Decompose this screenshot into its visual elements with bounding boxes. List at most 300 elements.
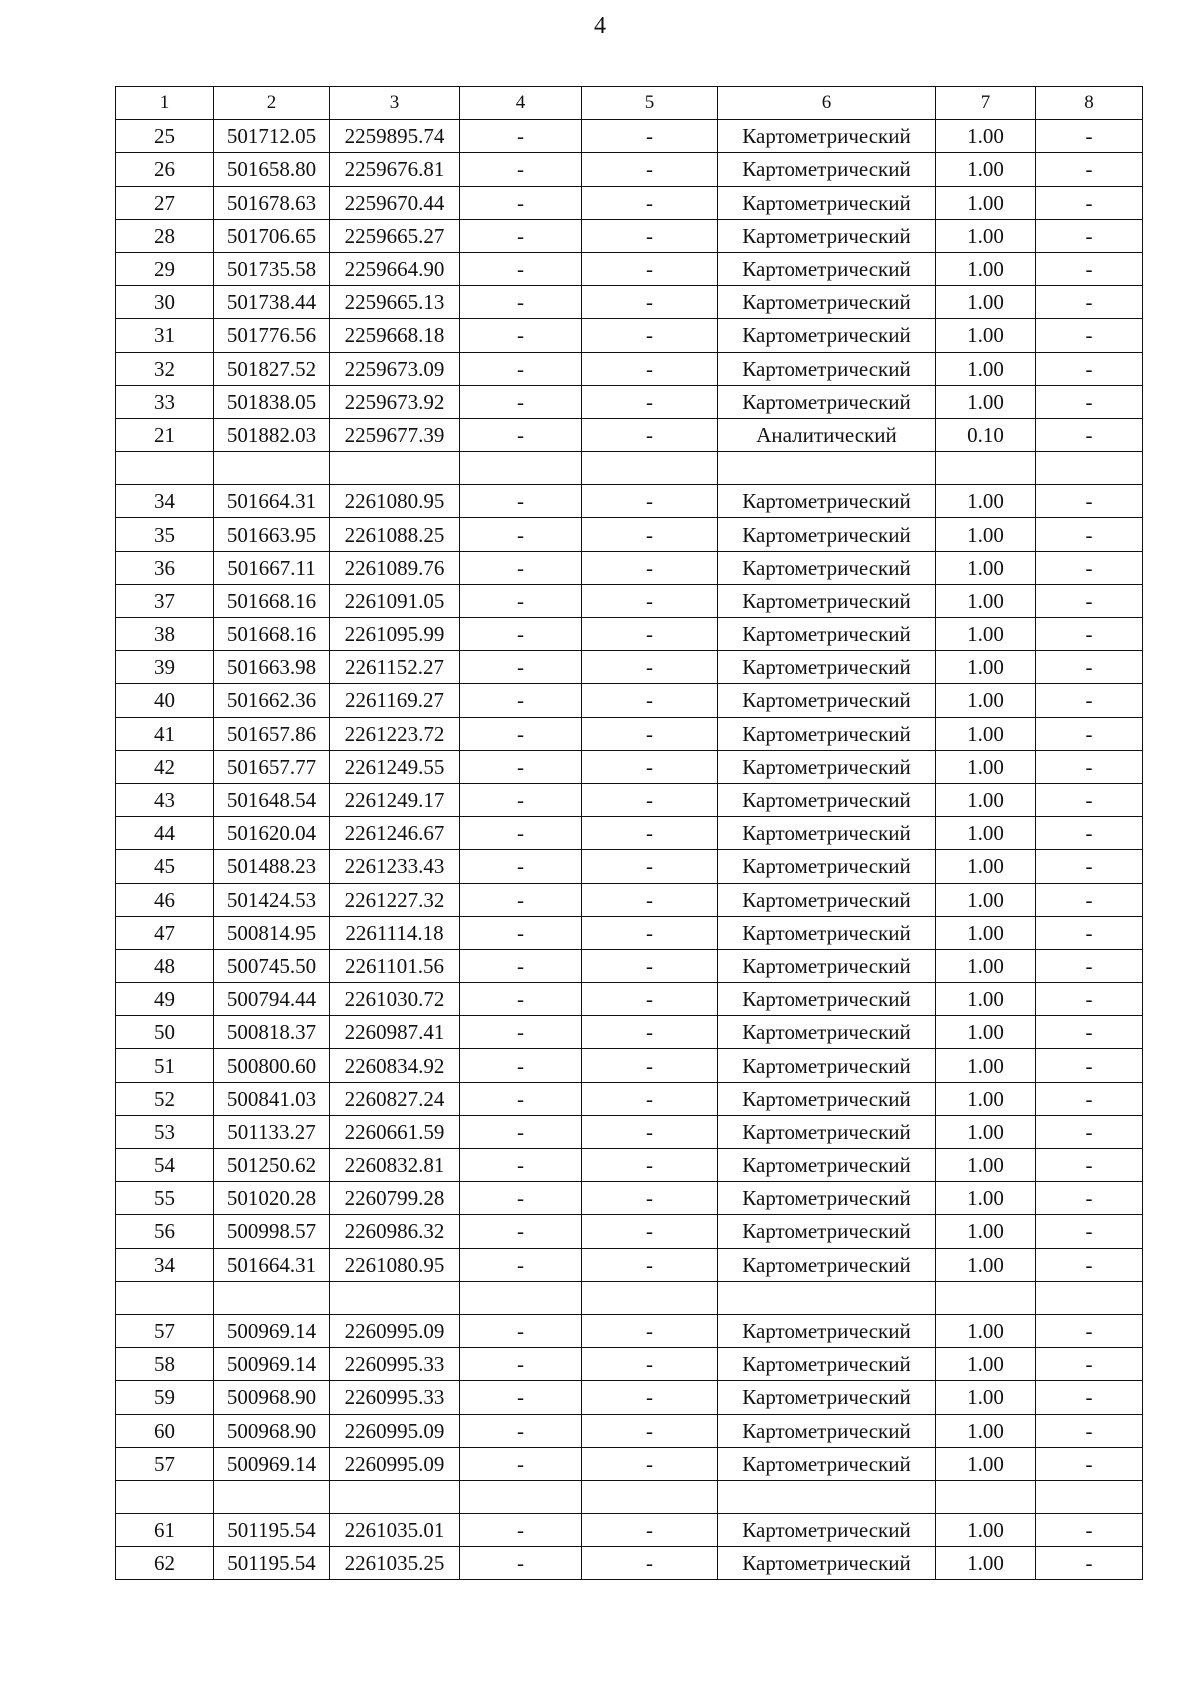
table-cell: 1.00 [936,252,1036,285]
table-row [116,983,1143,1016]
table-cell: - [460,319,582,352]
table-cell: - [582,319,718,352]
table-cell: - [582,1115,718,1148]
table-cell: 1.00 [936,883,1036,916]
table-row-separator [116,452,1143,485]
table-cell: 62 [116,1547,214,1580]
table-cell: 31 [116,319,214,352]
table-cell [214,1281,330,1314]
column-header: 6 [718,87,936,120]
table-cell: Картометрический [718,252,936,285]
table-cell: Картометрический [718,1547,936,1580]
table-cell: 1.00 [936,286,1036,319]
table-cell: - [582,551,718,584]
table-cell: 1.00 [936,319,1036,352]
table-row [116,684,1143,717]
table-cell: 1.00 [936,783,1036,816]
table-cell: - [460,418,582,451]
table-cell: - [582,817,718,850]
table-cell: - [460,485,582,518]
table-cell: 1.00 [936,485,1036,518]
table-cell: - [582,518,718,551]
table-cell: 48 [116,949,214,982]
table-cell: 1.00 [936,1049,1036,1082]
table-cell: 55 [116,1182,214,1215]
table-cell: 501424.53 [214,883,330,916]
table-cell: 2260827.24 [330,1082,460,1115]
table-row [116,153,1143,186]
page-number: 4 [594,13,606,39]
table-cell: - [460,1547,582,1580]
table-cell: 2260661.59 [330,1115,460,1148]
table-cell: - [460,252,582,285]
table-cell: - [460,1248,582,1281]
table-row [116,418,1143,451]
table-cell: 33 [116,385,214,418]
table-row [116,551,1143,584]
table-cell: - [582,385,718,418]
table-cell: 1.00 [936,584,1036,617]
table-cell: 2261233.43 [330,850,460,883]
table-cell: 58 [116,1348,214,1381]
table-cell: 1.00 [936,651,1036,684]
table-cell: 2261169.27 [330,684,460,717]
table-cell: 500968.90 [214,1381,330,1414]
table-row [116,1115,1143,1148]
table-cell: 1.00 [936,817,1036,850]
table-cell: - [582,1447,718,1480]
table-cell: - [460,551,582,584]
table-cell: 2261114.18 [330,916,460,949]
table-cell: 40 [116,684,214,717]
table-cell: 32 [116,352,214,385]
table-cell: - [582,1082,718,1115]
table-row [116,717,1143,750]
table-cell: 2261101.56 [330,949,460,982]
table-cell: 501827.52 [214,352,330,385]
table-cell: 52 [116,1082,214,1115]
table-cell: - [582,1248,718,1281]
table-row [116,916,1143,949]
table-cell: - [460,219,582,252]
table-cell: 501195.54 [214,1547,330,1580]
table-row [116,1314,1143,1347]
table-cell: - [460,1182,582,1215]
table-cell: 2259668.18 [330,319,460,352]
table-cell: - [582,783,718,816]
table-cell: Картометрический [718,153,936,186]
table-row [116,783,1143,816]
table-cell: Картометрический [718,1348,936,1381]
table-cell: Картометрический [718,1248,936,1281]
table-cell: - [1036,883,1143,916]
table-cell: - [460,949,582,982]
table-cell: 501662.36 [214,684,330,717]
table-cell: 42 [116,750,214,783]
table-cell: - [460,518,582,551]
table-cell: 501657.86 [214,717,330,750]
table-cell: - [582,485,718,518]
table-cell: Картометрический [718,949,936,982]
table-cell: 501668.16 [214,584,330,617]
table-cell: 500841.03 [214,1082,330,1115]
table-cell: - [460,750,582,783]
table-row [116,219,1143,252]
table-cell: Картометрический [718,219,936,252]
table-cell: - [582,1149,718,1182]
table-row [116,286,1143,319]
table-row [116,584,1143,617]
table-cell: - [1036,1348,1143,1381]
table-cell: - [1036,1182,1143,1215]
table-cell [1036,452,1143,485]
table-cell: Картометрический [718,485,936,518]
table-cell: - [1036,949,1143,982]
table-cell [718,452,936,485]
table-cell: - [1036,153,1143,186]
table-cell: Картометрический [718,1215,936,1248]
table-cell: - [460,983,582,1016]
table-cell: Картометрический [718,1049,936,1082]
table-cell: - [1036,518,1143,551]
table-cell: 2260995.09 [330,1314,460,1347]
table-cell: - [582,1314,718,1347]
table-cell: 59 [116,1381,214,1414]
table-cell: 501667.11 [214,551,330,584]
table-cell: Картометрический [718,916,936,949]
table-cell: Картометрический [718,1381,936,1414]
table-cell: - [582,352,718,385]
table-cell: - [460,618,582,651]
table-body [116,120,1143,1580]
table-row [116,518,1143,551]
table-cell: 29 [116,252,214,285]
table-cell: Картометрический [718,319,936,352]
table-cell [582,1281,718,1314]
table-row [116,352,1143,385]
table-cell: 30 [116,286,214,319]
column-header: 2 [214,87,330,120]
table-cell: 56 [116,1215,214,1248]
table-cell: - [1036,385,1143,418]
table-cell: 1.00 [936,385,1036,418]
table-cell: - [582,1215,718,1248]
table-cell: Картометрический [718,120,936,153]
table-cell: - [582,983,718,1016]
table-cell: Картометрический [718,651,936,684]
table-cell: - [1036,485,1143,518]
table-cell: Картометрический [718,1414,936,1447]
table-cell: 2260986.32 [330,1215,460,1248]
table-cell: 501668.16 [214,618,330,651]
table-row [116,252,1143,285]
table-cell [214,1480,330,1513]
table-row [116,485,1143,518]
column-header: 1 [116,87,214,120]
table-cell [330,1281,460,1314]
table-cell: - [460,1381,582,1414]
table-cell: 28 [116,219,214,252]
table-cell: Картометрический [718,584,936,617]
table-cell: - [1036,1447,1143,1480]
table-cell: - [582,286,718,319]
table-cell: - [460,1514,582,1547]
table-cell: 2259664.90 [330,252,460,285]
table-cell: - [582,684,718,717]
table-cell: Картометрический [718,1016,936,1049]
table-cell: - [1036,1082,1143,1115]
table-cell: - [1036,1149,1143,1182]
table-cell: - [460,352,582,385]
table-cell: Картометрический [718,1182,936,1215]
table-cell: 1.00 [936,983,1036,1016]
table-cell: - [460,286,582,319]
table-cell: - [460,1314,582,1347]
table-cell: Картометрический [718,783,936,816]
table-cell: 500969.14 [214,1314,330,1347]
table-cell [1036,1281,1143,1314]
table-cell: - [1036,684,1143,717]
table-cell: 2260995.09 [330,1414,460,1447]
table-row [116,1016,1143,1049]
table-cell: 25 [116,120,214,153]
table-row [116,651,1143,684]
table-cell: 2259676.81 [330,153,460,186]
table-cell: - [1036,418,1143,451]
table-cell: 501738.44 [214,286,330,319]
table-cell: Картометрический [718,286,936,319]
table-cell: Картометрический [718,1149,936,1182]
table-cell: 2259895.74 [330,120,460,153]
table-cell: 1.00 [936,1082,1036,1115]
table-cell: - [1036,817,1143,850]
table-cell: 0.10 [936,418,1036,451]
table-row [116,1547,1143,1580]
table-cell: 21 [116,418,214,451]
table-cell: 500794.44 [214,983,330,1016]
table-row [116,1082,1143,1115]
column-header: 8 [1036,87,1143,120]
table-cell: - [582,252,718,285]
table-cell: - [582,1514,718,1547]
table-cell: 1.00 [936,1348,1036,1381]
table-row [116,817,1143,850]
table-cell: 1.00 [936,684,1036,717]
table-cell: 60 [116,1414,214,1447]
table-cell: - [1036,1115,1143,1148]
table-cell: 61 [116,1514,214,1547]
table-cell: 2260995.09 [330,1447,460,1480]
table-cell [116,1480,214,1513]
table-cell: 501882.03 [214,418,330,451]
table-cell: 1.00 [936,1414,1036,1447]
table-cell: 500969.14 [214,1447,330,1480]
column-header: 5 [582,87,718,120]
table-cell: 1.00 [936,949,1036,982]
table-cell: - [460,1082,582,1115]
table-cell: - [582,717,718,750]
table-cell: - [1036,983,1143,1016]
table-header-row [116,87,1143,120]
table-cell: 500800.60 [214,1049,330,1082]
table-row [116,385,1143,418]
table-row [116,1215,1143,1248]
table-row [116,186,1143,219]
table-row-separator [116,1480,1143,1513]
table-cell: - [582,1381,718,1414]
table-row [116,883,1143,916]
table-cell [582,452,718,485]
table-cell: - [460,1215,582,1248]
table-cell: - [1036,1514,1143,1547]
table-cell: 501195.54 [214,1514,330,1547]
table-cell: - [460,1049,582,1082]
table-cell: - [1036,850,1143,883]
table-cell: 57 [116,1314,214,1347]
table-cell: 501250.62 [214,1149,330,1182]
table-cell: 501663.98 [214,651,330,684]
table-cell: 501838.05 [214,385,330,418]
table-cell: - [1036,651,1143,684]
table-cell: - [460,1414,582,1447]
table-cell: 1.00 [936,717,1036,750]
table-cell: - [1036,1381,1143,1414]
table-cell: 501678.63 [214,186,330,219]
table-cell: Картометрический [718,817,936,850]
table-cell: 500818.37 [214,1016,330,1049]
table-cell: 26 [116,153,214,186]
table-cell: - [1036,916,1143,949]
table-cell: Аналитический [718,418,936,451]
table-cell: 49 [116,983,214,1016]
table-cell: Картометрический [718,1115,936,1148]
table-cell: 34 [116,1248,214,1281]
table-cell: - [1036,1547,1143,1580]
table-row [116,1447,1143,1480]
table-cell: 501648.54 [214,783,330,816]
table-cell: 2259673.09 [330,352,460,385]
table-cell: 1.00 [936,1182,1036,1215]
table-cell: 2261035.25 [330,1547,460,1580]
table-cell: 50 [116,1016,214,1049]
table-cell: 2259670.44 [330,186,460,219]
table-cell [936,452,1036,485]
table-cell [116,452,214,485]
table-cell: Картометрический [718,1447,936,1480]
table-cell: 1.00 [936,850,1036,883]
table-cell: 501664.31 [214,1248,330,1281]
table-cell: 1.00 [936,518,1036,551]
table-cell: 500814.95 [214,916,330,949]
table-cell: 1.00 [936,186,1036,219]
table-cell [1036,1480,1143,1513]
table-cell: - [460,584,582,617]
table-cell: Картометрический [718,551,936,584]
table-cell: 57 [116,1447,214,1480]
table-cell: 2261030.72 [330,983,460,1016]
table-cell: 2261249.17 [330,783,460,816]
table-cell: - [1036,717,1143,750]
table-cell: - [1036,286,1143,319]
table-cell: 501658.80 [214,153,330,186]
table-cell: 2261089.76 [330,551,460,584]
table-cell: - [460,186,582,219]
table-cell [936,1281,1036,1314]
table-cell: 500998.57 [214,1215,330,1248]
table-cell: - [460,651,582,684]
table-cell: - [1036,551,1143,584]
table-cell [460,1281,582,1314]
table-cell: Картометрический [718,1514,936,1547]
coordinates-table [115,86,1143,1580]
table-cell: - [460,684,582,717]
table-cell: 2261246.67 [330,817,460,850]
table-cell: - [582,153,718,186]
table-cell: 2261091.05 [330,584,460,617]
table-cell: 2260834.92 [330,1049,460,1082]
table-cell: 2259673.92 [330,385,460,418]
column-header: 3 [330,87,460,120]
table-cell: - [460,883,582,916]
table-cell: - [460,850,582,883]
table-cell: - [1036,584,1143,617]
table-cell: 1.00 [936,219,1036,252]
table-cell: 43 [116,783,214,816]
table-cell: 2261227.32 [330,883,460,916]
table-cell: - [582,1414,718,1447]
table-cell: Картометрический [718,385,936,418]
table-cell [582,1480,718,1513]
table-cell [214,452,330,485]
table-cell: - [1036,120,1143,153]
table-cell: 1.00 [936,352,1036,385]
table-cell: Картометрический [718,186,936,219]
table-cell: 44 [116,817,214,850]
table-cell: 54 [116,1149,214,1182]
table-cell: - [582,1348,718,1381]
table-cell: - [1036,219,1143,252]
table-cell: - [582,418,718,451]
table-cell: Картометрический [718,618,936,651]
table-cell: - [460,783,582,816]
table-cell: - [582,850,718,883]
table-cell: Картометрический [718,883,936,916]
table-cell: 2261152.27 [330,651,460,684]
table-cell: 501663.95 [214,518,330,551]
table-cell: 37 [116,584,214,617]
table-cell: Картометрический [718,750,936,783]
table-cell: 501664.31 [214,485,330,518]
table-cell: 27 [116,186,214,219]
table-cell: 501735.58 [214,252,330,285]
table-cell: - [460,1149,582,1182]
table-cell: - [1036,1215,1143,1248]
table-cell: 1.00 [936,1547,1036,1580]
table-cell: - [1036,186,1143,219]
table-cell: 2261223.72 [330,717,460,750]
table-cell: 2261080.95 [330,485,460,518]
table-cell: 2259665.13 [330,286,460,319]
table-cell: 51 [116,1049,214,1082]
table-cell: 41 [116,717,214,750]
table-cell: 501020.28 [214,1182,330,1215]
table-cell: - [460,385,582,418]
table-row [116,1149,1143,1182]
table-cell: - [582,584,718,617]
table-cell: 2261095.99 [330,618,460,651]
table-cell: Картометрический [718,352,936,385]
table-row [116,1348,1143,1381]
